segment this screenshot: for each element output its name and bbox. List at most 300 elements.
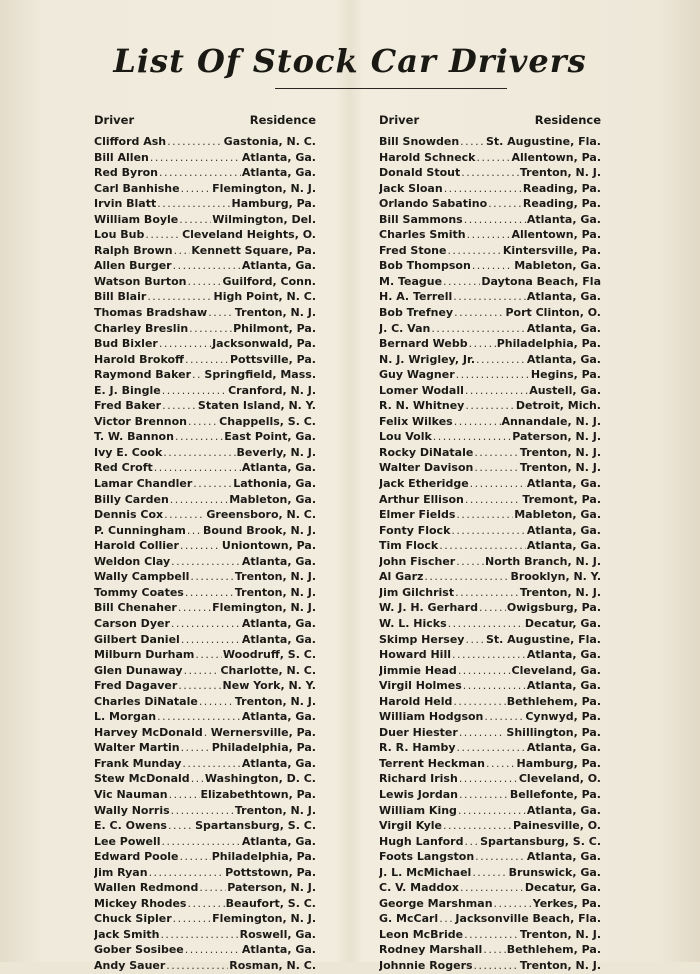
driver-residence: Wernersville, Pa. [210, 725, 316, 739]
leader-dots [455, 585, 519, 601]
driver-residence: St. Augustine, Fla. [485, 632, 601, 646]
leader-dots [456, 507, 513, 523]
leader-dots [463, 678, 526, 694]
driver-row [379, 227, 601, 243]
driver-row [379, 756, 601, 772]
driver-row [379, 150, 601, 166]
driver-name: Clifford Ash [94, 135, 167, 148]
leader-dots [157, 709, 241, 725]
driver-row [94, 445, 316, 461]
leader-dots [474, 958, 519, 974]
driver-row [94, 134, 316, 150]
driver-row [94, 212, 316, 228]
driver-name: William Boyle [94, 212, 179, 226]
driver-row [379, 663, 601, 679]
driver-name: Felix Wilkes [379, 414, 453, 428]
driver-name: J. L. McMichael [379, 865, 472, 879]
driver-residence: Guilford, Conn. [222, 274, 316, 288]
left-header-driver: Driver [94, 113, 135, 127]
driver-residence: Trenton, N. J. [234, 694, 316, 708]
driver-name: Skimp Hersey [379, 632, 465, 646]
driver-residence: Wilmington, Del. [212, 212, 316, 226]
driver-residence: Charlotte, N. C. [220, 663, 316, 677]
driver-name: Harold Held [379, 694, 453, 708]
driver-row [379, 212, 601, 228]
leader-dots [160, 927, 238, 943]
driver-row [379, 725, 601, 741]
driver-row [379, 429, 601, 445]
leader-dots [159, 336, 211, 352]
leader-dots [443, 274, 480, 290]
driver-name: Terrent Heckman [379, 756, 485, 770]
leader-dots [424, 569, 509, 585]
driver-row [379, 740, 601, 756]
leader-dots [447, 243, 501, 259]
driver-row [94, 507, 316, 523]
driver-residence: Cleveland, Ga. [511, 663, 601, 677]
driver-row [94, 694, 316, 710]
driver-residence: Elizabethtown, Pa. [200, 787, 316, 801]
driver-residence: Reading, Pa. [522, 181, 601, 195]
leader-dots [476, 352, 526, 368]
driver-row [94, 165, 316, 181]
leader-dots [185, 352, 229, 368]
leader-dots [488, 196, 522, 212]
leader-dots [474, 460, 519, 476]
driver-row [94, 663, 316, 679]
right-header-driver: Driver [379, 113, 420, 127]
leader-dots [192, 367, 203, 383]
driver-row [379, 942, 601, 958]
driver-row [379, 289, 601, 305]
driver-row [94, 227, 316, 243]
leader-dots [484, 709, 524, 725]
driver-row [94, 834, 316, 850]
driver-name: G. McCarl [379, 912, 439, 926]
driver-residence: Hamburg, Pa. [516, 756, 601, 770]
driver-name: Howard Hill [379, 648, 451, 662]
driver-row [379, 616, 601, 632]
driver-name: W. J. H. Gerhard [379, 601, 479, 615]
driver-residence: Kennett Square, Pa. [191, 243, 316, 257]
leader-dots [181, 181, 212, 197]
leader-dots [470, 476, 526, 492]
title-underline [275, 88, 507, 89]
driver-residence: Philmont, Pa. [233, 321, 316, 335]
leader-dots [477, 150, 511, 166]
driver-residence: Spartansburg, S. C. [195, 819, 316, 833]
driver-row [94, 647, 316, 663]
driver-row [379, 383, 601, 399]
driver-name: W. L. Hicks [379, 616, 447, 630]
driver-residence: Atlanta, Ga. [241, 834, 316, 848]
driver-row [379, 787, 601, 803]
driver-residence: Lathonia, Ga. [233, 477, 316, 491]
driver-name: Lomer Wodall [379, 383, 464, 397]
leader-dots [171, 616, 241, 632]
driver-residence: Bound Brook, N. J. [202, 523, 316, 537]
driver-name: Charles Smith [379, 228, 466, 242]
driver-residence: Atlanta, Ga. [241, 756, 316, 770]
driver-residence: Tremont, Pa. [522, 492, 601, 506]
leader-dots [187, 523, 202, 539]
driver-name: Raymond Baker [94, 368, 191, 382]
leader-dots [145, 227, 181, 243]
driver-row [379, 709, 601, 725]
driver-residence: Gastonia, N. C. [223, 135, 316, 148]
driver-name: Jim Ryan [94, 865, 148, 879]
driver-residence: Bethlehem, Pa. [506, 694, 601, 708]
driver-row [379, 352, 601, 368]
driver-row [379, 414, 601, 430]
leader-dots [175, 429, 223, 445]
driver-row [94, 352, 316, 368]
leader-dots [181, 632, 241, 648]
driver-name: Jimmie Head [379, 663, 457, 677]
driver-row [94, 243, 316, 259]
driver-name: Fred Dagaver [94, 679, 178, 693]
leader-dots [469, 336, 496, 352]
driver-row [94, 196, 316, 212]
driver-name: M. Teague [379, 274, 443, 288]
driver-row [94, 476, 316, 492]
driver-residence: Beaufort, S. C. [225, 896, 316, 910]
driver-name: Virgil Kyle [379, 819, 442, 833]
driver-residence: Trenton, N. J. [234, 306, 316, 320]
driver-residence: Beverly, N. J. [236, 445, 316, 459]
driver-residence: Bethlehem, Pa. [506, 943, 601, 957]
driver-residence: Yerkes, Pa. [532, 896, 601, 910]
driver-residence: Detroit, Mich. [515, 399, 601, 413]
leader-dots [173, 911, 212, 927]
leader-dots [475, 849, 526, 865]
driver-residence: Cynwyd, Pa. [525, 710, 601, 724]
leader-dots [170, 492, 228, 508]
driver-residence: Spartansburg, S. C. [480, 834, 601, 848]
driver-name: Wally Norris [94, 803, 170, 817]
driver-row [379, 834, 601, 850]
driver-name: Gilbert Daniel [94, 632, 180, 646]
driver-row [379, 367, 601, 383]
driver-residence: Trenton, N. J. [519, 445, 601, 459]
driver-name: Elmer Fields [379, 508, 456, 522]
driver-row [379, 274, 601, 290]
driver-name: Al Garz [379, 570, 424, 584]
driver-name: Gober Sosibee [94, 943, 184, 957]
driver-row [94, 880, 316, 896]
leader-dots [166, 958, 228, 974]
driver-name: Bernard Webb [379, 337, 468, 351]
driver-name: Victor Brennon [94, 414, 188, 428]
driver-name: Harold Brokoff [94, 352, 184, 366]
driver-name: Foots Langston [379, 850, 475, 864]
driver-row [94, 896, 316, 912]
driver-residence: Port Clinton, O. [505, 306, 601, 320]
driver-residence: St. Augustine, Fla. [485, 135, 601, 148]
driver-row [379, 165, 601, 181]
driver-residence: Atlanta, Ga. [241, 259, 316, 273]
driver-row [94, 818, 316, 834]
driver-residence: Decatur, Ga. [524, 881, 601, 895]
driver-residence: Chappells, S. C. [219, 414, 316, 428]
driver-residence: Atlanta, Ga. [526, 850, 601, 864]
driver-row [94, 803, 316, 819]
leader-dots [465, 632, 485, 648]
leader-dots [147, 289, 212, 305]
driver-row [94, 383, 316, 399]
leader-dots [162, 383, 227, 399]
driver-row [94, 523, 316, 539]
driver-residence: Annandale, N. J. [501, 414, 601, 428]
leader-dots [486, 756, 516, 772]
leader-dots [187, 274, 221, 290]
driver-row [94, 911, 316, 927]
driver-row [379, 896, 601, 912]
driver-row [379, 321, 601, 337]
driver-row [379, 927, 601, 943]
driver-row [94, 367, 316, 383]
leader-dots [168, 818, 194, 834]
leader-dots [459, 771, 518, 787]
driver-residence: Flemington, N. J. [212, 912, 316, 926]
leader-dots [494, 896, 532, 912]
driver-residence: Jacksonwald, Pa. [212, 337, 316, 351]
driver-name: Charles DiNatale [94, 694, 198, 708]
driver-row [94, 709, 316, 725]
leader-dots [190, 569, 233, 585]
driver-residence: Atlanta, Ga. [241, 166, 316, 180]
driver-name: Jack Smith [94, 927, 160, 941]
driver-name: Watson Burton [94, 274, 187, 288]
right-column [379, 113, 601, 974]
leader-dots [465, 492, 521, 508]
driver-residence: Trenton, N. J. [519, 166, 601, 180]
driver-name: L. Morgan [94, 710, 157, 724]
driver-row [379, 554, 601, 570]
right-driver-list [379, 134, 601, 974]
driver-row [379, 336, 601, 352]
leader-dots [474, 445, 519, 461]
driver-residence: Atlanta, Ga. [526, 212, 601, 226]
driver-residence: East Point, Ga. [224, 430, 316, 444]
driver-name: Billy Carden [94, 492, 169, 506]
leader-dots [433, 429, 511, 445]
right-header-residence: Residence [534, 113, 601, 127]
driver-residence: Uniontown, Pa. [221, 539, 316, 553]
leader-dots [208, 305, 234, 321]
driver-residence: Owigsburg, Pa. [506, 601, 601, 615]
driver-name: Irvin Blatt [94, 197, 157, 211]
driver-residence: Philadelphia, Pa. [211, 850, 316, 864]
leader-dots [459, 725, 506, 741]
driver-name: Lou Bub [94, 228, 145, 242]
driver-row [379, 865, 601, 881]
driver-name: Leon McBride [379, 927, 464, 941]
driver-row [94, 538, 316, 554]
driver-residence: Trenton, N. J. [519, 585, 601, 599]
leader-dots [167, 134, 223, 150]
driver-name: Harold Collier [94, 539, 179, 553]
driver-name: Milburn Durham [94, 648, 195, 662]
driver-residence: Trenton, N. J. [519, 461, 601, 475]
leader-dots [483, 942, 505, 958]
driver-name: Tommy Coates [94, 585, 184, 599]
leader-dots [464, 212, 526, 228]
driver-row [94, 554, 316, 570]
driver-row [379, 305, 601, 321]
driver-residence: Atlanta, Ga. [526, 539, 601, 553]
driver-name: Duer Hiester [379, 725, 458, 739]
leader-dots [452, 647, 526, 663]
driver-residence: Allentown, Pa. [511, 228, 601, 242]
driver-row [94, 274, 316, 290]
driver-name: Bud Bixler [94, 337, 158, 351]
driver-name: Weldon Clay [94, 554, 171, 568]
driver-name: H. A. Terrell [379, 290, 453, 304]
driver-row [94, 258, 316, 274]
leader-dots [454, 305, 504, 321]
leader-dots [464, 834, 479, 850]
driver-row [94, 305, 316, 321]
driver-residence: Cleveland, O. [518, 772, 601, 786]
driver-residence: Pottstown, Pa. [225, 865, 316, 879]
driver-name: Vic Nauman [94, 787, 168, 801]
driver-name: Walter Martin [94, 741, 180, 755]
driver-row [379, 771, 601, 787]
driver-name: Orlando Sabatino [379, 197, 488, 211]
leader-dots [185, 585, 234, 601]
leader-dots [159, 165, 241, 181]
driver-residence: Atlanta, Ga. [526, 352, 601, 366]
driver-residence: Atlanta, Ga. [241, 710, 316, 724]
leader-dots [191, 771, 204, 787]
leader-dots [439, 911, 454, 927]
driver-row [94, 289, 316, 305]
driver-residence: Atlanta, Ga. [526, 803, 601, 817]
driver-residence: Mableton, Ga. [229, 492, 316, 506]
driver-residence: Philadelphia, Pa. [496, 337, 601, 351]
leader-dots [157, 196, 230, 212]
leader-dots [431, 321, 526, 337]
leader-dots [451, 523, 525, 539]
driver-residence: Hamburg, Pa. [231, 197, 316, 211]
leader-dots [199, 880, 226, 896]
driver-name: Frank Munday [94, 756, 182, 770]
driver-residence: Cranford, N. J. [228, 383, 316, 397]
driver-name: Guy Wagner [379, 368, 455, 382]
driver-row [379, 600, 601, 616]
driver-residence: Atlanta, Ga. [241, 616, 316, 630]
driver-name: Walter Davison [379, 461, 474, 475]
leader-dots [453, 694, 505, 710]
driver-row [379, 243, 601, 259]
driver-name: Glen Dunaway [94, 663, 183, 677]
driver-name: Bill Sammons [379, 212, 463, 226]
driver-name: Fred Stone [379, 243, 447, 257]
driver-residence: Rosman, N. C. [229, 958, 316, 972]
driver-residence: Woodruff, S. C. [222, 648, 316, 662]
driver-name: Lou Volk [379, 430, 432, 444]
leader-dots [173, 258, 241, 274]
driver-row [94, 492, 316, 508]
driver-name: Chuck Sipler [94, 912, 172, 926]
driver-name: Ivy E. Cook [94, 445, 163, 459]
driver-row [94, 585, 316, 601]
driver-name: Ralph Brown [94, 243, 173, 257]
driver-name: Carl Banhishe [94, 181, 180, 195]
driver-residence: Allentown, Pa. [511, 150, 601, 164]
driver-row [379, 958, 601, 974]
leader-dots [178, 678, 221, 694]
driver-name: Thomas Bradshaw [94, 306, 208, 320]
leader-dots [465, 383, 528, 399]
leader-dots [465, 398, 515, 414]
driver-name: Rodney Marshall [379, 943, 483, 957]
leader-dots [461, 165, 519, 181]
driver-name: P. Cunningham [94, 523, 186, 537]
driver-name: Virgil Holmes [379, 679, 462, 693]
leader-dots [184, 663, 220, 679]
left-driver-list [94, 134, 316, 974]
driver-row [379, 569, 601, 585]
leader-dots [458, 663, 511, 679]
driver-name: Wallen Redmond [94, 881, 199, 895]
driver-residence: Pottsville, Pa. [229, 352, 316, 366]
driver-residence: Atlanta, Ga. [241, 554, 316, 568]
driver-row [379, 911, 601, 927]
driver-name: Dennis Cox [94, 508, 164, 522]
driver-residence: Atlanta, Ga. [526, 523, 601, 537]
driver-residence: Atlanta, Ga. [526, 321, 601, 335]
driver-residence: Trenton, N. J. [519, 927, 601, 941]
driver-residence: Staten Island, N. Y. [197, 399, 316, 413]
driver-name: Donald Stout [379, 166, 461, 180]
driver-name: Fred Baker [94, 399, 162, 413]
leader-dots [456, 367, 530, 383]
driver-name: Arthur Ellison [379, 492, 464, 506]
driver-residence: Shillington, Pa. [506, 725, 601, 739]
leader-dots [188, 414, 218, 430]
leader-dots [162, 834, 241, 850]
driver-residence: Painesville, O. [512, 819, 601, 833]
leader-dots [171, 554, 241, 570]
driver-name: Bob Trefney [379, 306, 454, 320]
driver-residence: Cleveland Heights, O. [182, 228, 316, 242]
driver-row [379, 585, 601, 601]
driver-row [94, 321, 316, 337]
driver-row [94, 632, 316, 648]
driver-name: Stew McDonald [94, 772, 190, 786]
leader-dots [182, 756, 241, 772]
leader-dots [453, 289, 526, 305]
driver-row [94, 429, 316, 445]
driver-name: Allen Burger [94, 259, 172, 273]
driver-name: Harold Schneck [379, 150, 476, 164]
leader-dots [456, 554, 484, 570]
driver-name: Jim Gilchrist [379, 585, 455, 599]
leader-dots [162, 398, 197, 414]
leader-dots [458, 803, 526, 819]
driver-row [379, 818, 601, 834]
driver-row [94, 600, 316, 616]
driver-residence: Brooklyn, N. Y. [510, 570, 601, 584]
leader-dots [169, 787, 200, 803]
driver-residence: Atlanta, Ga. [241, 150, 316, 164]
driver-name: Mickey Rhodes [94, 896, 187, 910]
driver-residence: Atlanta, Ga. [526, 679, 601, 693]
driver-name: N. J. Wrigley, Jr. [379, 352, 476, 366]
driver-name: R. R. Hamby [379, 741, 456, 755]
